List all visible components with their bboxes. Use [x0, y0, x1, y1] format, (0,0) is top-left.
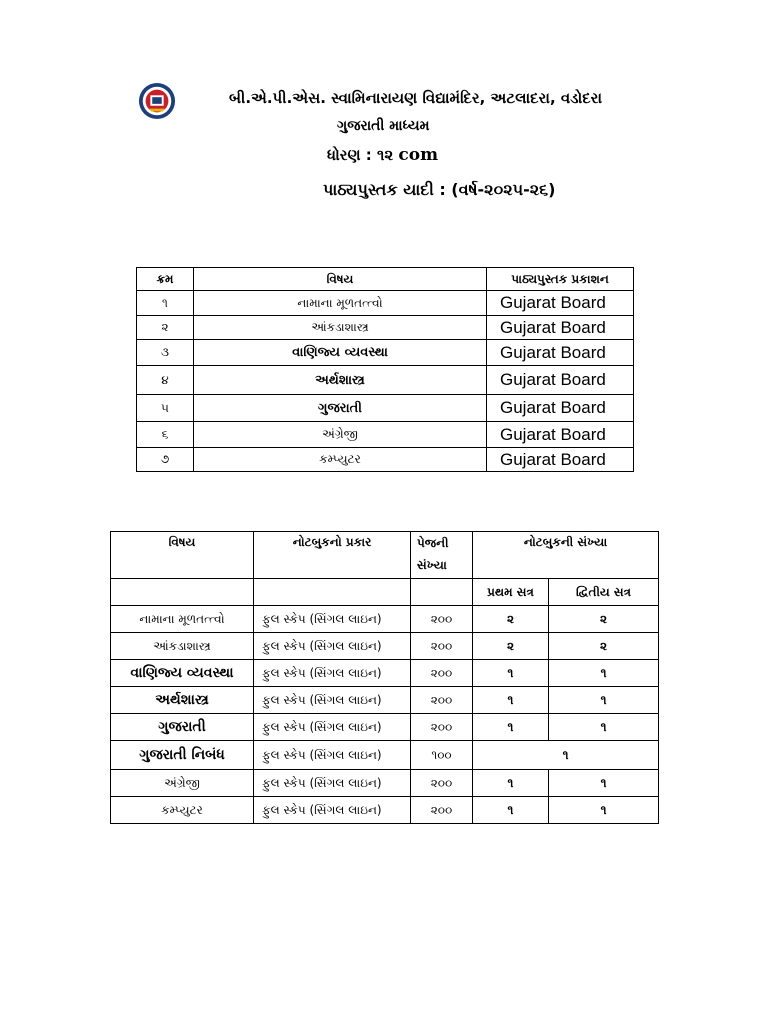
header-subject: વિષય	[111, 532, 254, 579]
first-semester-cell: ૧	[473, 687, 549, 714]
pages-cell: ૨૦૦	[411, 687, 473, 714]
notebook-type-cell: ફુલ સ્કેપ (સિંગલ લાઇન)	[254, 633, 411, 660]
second-semester-cell: ૧	[549, 797, 659, 824]
table-row	[137, 395, 634, 422]
table-row	[111, 660, 659, 687]
table-row	[111, 606, 659, 633]
table-row	[111, 714, 659, 741]
serial-cell: ૨	[137, 316, 194, 340]
publisher-cell: Gujarat Board	[487, 422, 634, 448]
subject-cell: વાણિજ્ય વ્યવસ્થા	[194, 340, 487, 366]
table-header-row	[111, 532, 659, 579]
header-pages: પેજની સંખ્યા	[411, 532, 473, 579]
header-notebook-type: નોટબુકનો પ્રકાર	[254, 532, 411, 579]
serial-cell: ૩	[137, 340, 194, 366]
textbook-table	[136, 267, 634, 472]
notebook-type-cell: ફુલ સ્કેપ (સિંગલ લાઇન)	[254, 797, 411, 824]
table-header-row	[137, 268, 634, 291]
header-notebook-count: નોટબુકની સંખ્યા	[473, 532, 659, 579]
publisher-cell: Gujarat Board	[487, 366, 634, 395]
first-semester-cell: ૧	[473, 770, 549, 797]
serial-cell: ૧	[137, 291, 194, 316]
pages-cell: ૨૦૦	[411, 714, 473, 741]
first-semester-cell: ૧	[473, 714, 549, 741]
subject-cell: નામાના મૂળતત્ત્વો	[111, 606, 254, 633]
second-semester-cell: ૨	[549, 606, 659, 633]
subject-cell: વાણિજ્ય વ્યવસ્થા	[111, 660, 254, 687]
table-row	[137, 340, 634, 366]
header-second-semester: દ્વિતીય સત્ર	[549, 579, 659, 606]
subject-cell: અર્થશાસ્ત્ર	[111, 687, 254, 714]
empty-cell	[111, 579, 254, 606]
header-serial: ક્રમ	[137, 268, 194, 291]
pages-cell: ૨૦૦	[411, 606, 473, 633]
serial-cell: ૫	[137, 395, 194, 422]
subject-cell: ગુજરાતી નિબંધ	[111, 741, 254, 770]
subject-cell: કમ્પ્યુટર	[111, 797, 254, 824]
subject-cell: આંકડાશાસ્ત્ર	[194, 316, 487, 340]
notebook-table	[110, 531, 659, 824]
serial-cell: ૪	[137, 366, 194, 395]
table-row	[111, 633, 659, 660]
second-semester-cell: ૧	[549, 660, 659, 687]
second-semester-cell: ૧	[549, 714, 659, 741]
pages-cell: ૨૦૦	[411, 633, 473, 660]
table-subheader-row	[111, 579, 659, 606]
subject-cell: ગુજરાતી	[194, 395, 487, 422]
serial-cell: ૭	[137, 448, 194, 472]
subject-cell: નામાના મૂળતત્ત્વો	[194, 291, 487, 316]
publisher-cell: Gujarat Board	[487, 448, 634, 472]
first-semester-cell: ૨	[473, 606, 549, 633]
subject-cell: ગુજરાતી	[111, 714, 254, 741]
standard-number: ધોરણ : ૧૨	[327, 146, 394, 164]
header-publisher: પાઠ્યપુસ્તક પ્રકાશન	[487, 268, 634, 291]
table-row	[137, 366, 634, 395]
pages-cell: ૨૦૦	[411, 660, 473, 687]
first-semester-cell: ૨	[473, 633, 549, 660]
second-semester-cell: ૧	[549, 770, 659, 797]
first-semester-cell: ૧	[473, 797, 549, 824]
table-row	[137, 291, 634, 316]
table-row	[111, 741, 659, 770]
pages-cell: ૨૦૦	[411, 797, 473, 824]
header-subject: વિષય	[194, 268, 487, 291]
notebook-type-cell: ફુલ સ્કેપ (સિંગલ લાઇન)	[254, 687, 411, 714]
publisher-cell: Gujarat Board	[487, 316, 634, 340]
pages-cell: ૧૦૦	[411, 741, 473, 770]
table-row	[137, 422, 634, 448]
header-first-semester: પ્રથમ સત્ર	[473, 579, 549, 606]
notebook-type-cell: ફુલ સ્કેપ (સિંગલ લાઇન)	[254, 741, 411, 770]
school-name: બી.એ.પી.એસ. સ્વામિનારાયણ વિદ્યામંદિર, અટલાદરા, વડોદરા	[229, 89, 603, 107]
notebook-type-cell: ફુલ સ્કેપ (સિંગલ લાઇન)	[254, 606, 411, 633]
notebook-type-cell: ફુલ સ્કેપ (સિંગલ લાઇન)	[254, 660, 411, 687]
serial-cell: ૬	[137, 422, 194, 448]
standard-label	[0, 145, 768, 165]
subject-cell: અંગ્રેજી	[111, 770, 254, 797]
first-semester-cell: ૧	[473, 660, 549, 687]
publisher-cell: Gujarat Board	[487, 340, 634, 366]
subject-cell: આંકડાશાસ્ત્ર	[111, 633, 254, 660]
table-row	[137, 316, 634, 340]
second-semester-cell: ૨	[549, 633, 659, 660]
standard-stream: com	[398, 145, 439, 165]
second-semester-cell: ૧	[549, 687, 659, 714]
textbook-list-title: પાઠ્યપુસ્તક યાદી : (વર્ષ-૨૦૨૫-૨૬)	[323, 180, 556, 199]
empty-cell	[254, 579, 411, 606]
table-row	[111, 687, 659, 714]
empty-cell	[411, 579, 473, 606]
subject-cell: અર્થશાસ્ત્ર	[194, 366, 487, 395]
subject-cell: કમ્પ્યુટર	[194, 448, 487, 472]
notebook-type-cell: ફુલ સ્કેપ (સિંગલ લાઇન)	[254, 714, 411, 741]
table-row	[111, 797, 659, 824]
notebook-type-cell: ફુલ સ્કેપ (સિંગલ લાઇન)	[254, 770, 411, 797]
subject-cell: અંગ્રેજી	[194, 422, 487, 448]
pages-cell: ૨૦૦	[411, 770, 473, 797]
publisher-cell: Gujarat Board	[487, 395, 634, 422]
medium-label: ગુજરાતી માધ્યમ	[337, 118, 430, 134]
publisher-cell: Gujarat Board	[487, 291, 634, 316]
table-row	[137, 448, 634, 472]
combined-semester-cell: ૧	[473, 741, 659, 770]
table-row	[111, 770, 659, 797]
